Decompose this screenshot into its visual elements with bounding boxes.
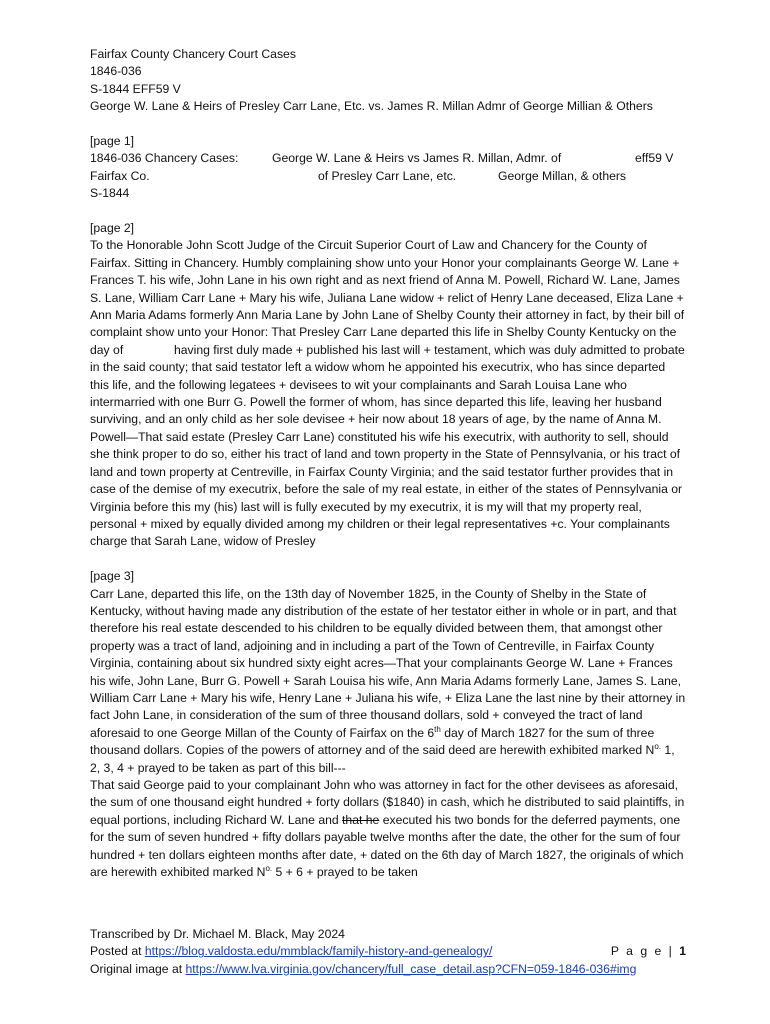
posted-at-label: Posted at xyxy=(90,944,145,959)
document-page xyxy=(90,46,701,881)
page-1-row-2-col-2: of Presley Carr Lane, etc. xyxy=(318,168,457,183)
page-1-row-1-col-2: George W. Lane & Heirs vs James R. Millan, Admr. of xyxy=(272,151,562,166)
page-2-paragraph: To the Honorable John Scott Judge of the Circuit Superior Court of Law and Chancery for the County of Fairfax. Sitting in Chancery. Humbly complaining show unto your Honor your complainants George W. Lane + Frances T. his wife, John Lane in his own right and as next friend of Anna M. Powell, Richard W. Lane, James S. Lane, William Carr Lane + Mary his wife, Juliana Lane widow + relict of Henry Lane deceased, Eliza Lane + Ann Maria Adams formerly Ann Maria Lane by John Lane of Shelby County their attorney in fact, by their bill of complaint show unto your Honor: That Presley Carr Lane departed this life in Shelby County Kentucky on the day of having first duly made + published his last will + testament, which was duly admitted to probate in the said county; that said testator left a widow whom he appointed his executrix, who has since departed this life, and the following legatees + devisees to wit your complainants and Sarah Louisa Lane who intermarried with one Burr G. Powell the former of whom, has since departed this life, leaving her husband surviving, and an only child as her sole devisee + heir now about 18 years of age, by the name of Anna M. Powell—That said estate (Presley Carr Lane) constituted his wife his executrix, with authority to sell, should she think proper to do so, either his tract of land and town property in the State of Pennsylvania, or his tract of land and town property at Centreville, in Fairfax County Virginia; and the said testator further provides that in case of the demise of my executrix, before the sale of my real estate, in either of the states of Pennsylvania or Virginia before this my (his) last will is fully executed by my executrix, it is my will that my property real, personal + mixed by equally divided among my children or their legal representatives +c. Your complainants charge that Sarah Lane, widow of Presley xyxy=(90,238,701,549)
page-1-row-1-col-1: 1846-036 Chancery Cases: xyxy=(90,151,239,166)
page-label: P a g e | xyxy=(610,944,674,959)
page-1-row-2-col-3: George Millan, & others xyxy=(498,168,627,183)
superscript-th: th xyxy=(434,724,441,734)
case-reference: S-1844 EFF59 V xyxy=(90,81,181,96)
posted-at-link[interactable]: https://blog.valdosta.edu/mmblack/family-history-and-genealogy/ xyxy=(144,944,493,959)
transcriber-credit: Transcribed by Dr. Michael M. Black, May 2024 xyxy=(90,927,345,941)
superscript-no-2: o. xyxy=(265,863,273,873)
original-image-link[interactable]: https://www.lva.virginia.gov/chancery/full_case_detail.asp?CFN=059-1846-036#img xyxy=(185,961,637,976)
page-1-row-2-col-1: Fairfax Co. xyxy=(90,168,150,183)
page-2-marker: [page 2] xyxy=(90,221,135,235)
page-3-text-e: executed his two bonds for the deferred payments, one for the sum of seven hundred + fifty dollars payable twelve months after the date, the other for the sum of four hundred + ten dollars eighteen months after date, + dated on the 6th day of March 1827, the originals of which are herewith exhibited marked N xyxy=(90,812,684,880)
page-2-text xyxy=(90,237,701,550)
page-footer xyxy=(90,926,686,978)
page-3-text-f: 5 + 6 + prayed to be taken xyxy=(272,865,418,880)
page-3-text-d: That said George paid to your complainant John who was attorney in fact for the other devisees as aforesaid, the sum of one thousand eight hundred + forty dollars ($1840) in cash, which he distributed to said plaintiffs, in equal portions, including Richard W. Lane and xyxy=(90,777,685,827)
original-image-line xyxy=(90,961,686,978)
case-number: 1846-036 xyxy=(90,64,142,79)
page-3-text-a: Carr Lane, departed this life, on the 13th day of November 1825, in the County of Shelby in the State of Kentucky, without having made any distribution of the estate of her testator either in whole or in part, and that therefore his real estate descended to his children to be equally divided between them, that amongst other property was a tract of land, adjoining and in including a part of the Town of Centreville, in Fairfax County Virginia, containing about six hundred sixty eight acres—That your complainants George W. Lane + Frances his wife, John Lane, Burr G. Powell + Sarah Louisa his wife, Ann Maria Adams formerly Lane, James S. Lane, William Carr Lane + Mary his wife, Henry Lane + Juliana his wife, + Eliza Lane the last nine by their attorney in fact John Lane, in consideration of the sum of three thousand dollars, sold + conveyed the tract of land aforesaid to one George Millan of the County of Fairfax on the 6 xyxy=(90,586,686,740)
page-3-paragraph-2 xyxy=(90,777,686,881)
page-number: 1 xyxy=(679,944,686,959)
page-number-indicator xyxy=(611,943,686,960)
page-3-text xyxy=(90,586,686,882)
page-1-row-1-col-3: eff59 V xyxy=(635,151,674,166)
page-3-paragraph-1 xyxy=(90,586,686,777)
original-image-label: Original image at xyxy=(90,961,186,976)
page-3-text-c: 1, 2, 3, 4 + prayed to be taken as part of this bill--- xyxy=(90,743,675,775)
posted-at-line xyxy=(90,943,686,960)
page-1-row-1 xyxy=(90,150,686,167)
page-3-text-b: day of March 1827 for the sum of three thousand dollars. Copies of the powers of attorney and of the said deed are herewith exhibited marked N xyxy=(90,725,655,758)
page-1-marker: [page 1] xyxy=(90,134,135,149)
page-1-row-2 xyxy=(90,168,686,185)
struck-text: that he xyxy=(342,812,380,827)
case-title-line-1: Fairfax County Chancery Court Cases xyxy=(90,47,296,61)
superscript-no-1: o. xyxy=(654,742,662,752)
page-3-marker: [page 3] xyxy=(90,569,135,584)
page-1-row-3: S-1844 xyxy=(90,186,130,201)
case-parties: George W. Lane & Heirs of Presley Carr Lane, Etc. vs. James R. Millan Admr of George Millian & Others xyxy=(90,99,653,114)
